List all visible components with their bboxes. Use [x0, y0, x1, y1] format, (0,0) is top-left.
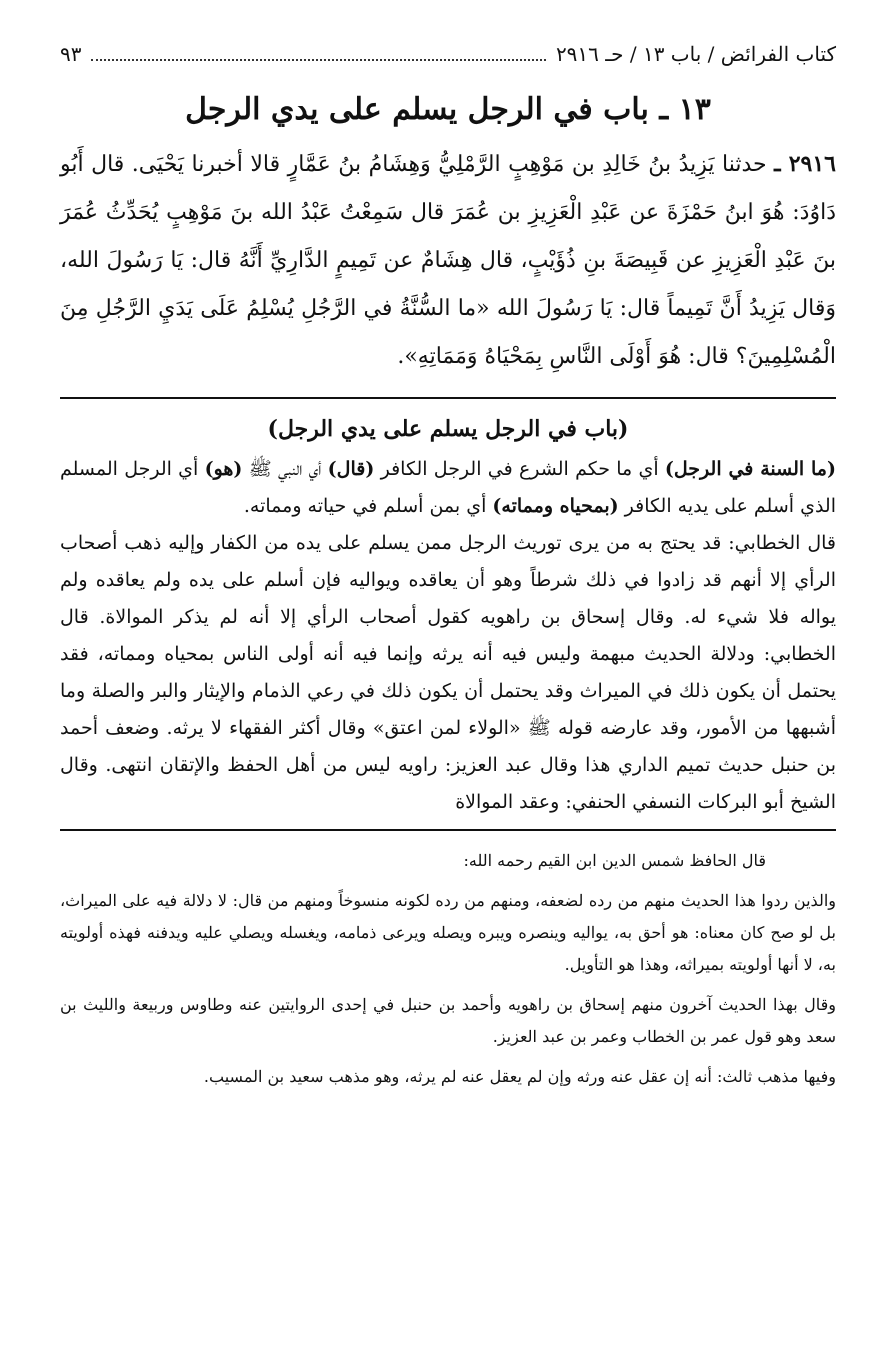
- commentary-text: أي النبي ﷺ: [242, 458, 328, 480]
- commentary-term: (بمحياه ومماته): [492, 495, 619, 517]
- chapter-title: ١٣ ـ باب في الرجل يسلم على يدي الرجل: [185, 92, 711, 127]
- commentary-intro: [60, 451, 836, 525]
- hadith-number: ٢٩١٦ ـ: [774, 151, 836, 177]
- running-header: [60, 40, 836, 72]
- commentary-text: أي ما حكم الشرع في الرجل الكافر: [374, 458, 665, 480]
- commentary-title: (باب في الرجل يسلم على يدي الرجل): [267, 416, 629, 442]
- leader-dots: [91, 59, 545, 61]
- commentary-term: (قال): [327, 458, 375, 480]
- footnote: [60, 845, 836, 1093]
- footnote-paragraph: وفيها مذهب ثالث: أنه إن عقل عنه ورثه وإن لم يعقل عنه لم يرثه، وهو مذهب سعيد بن المسيب.: [203, 1067, 836, 1086]
- commentary-body: قال الخطابي: قد يحتج به من يرى توريث الرجل ممن يسلم على يده من الكفار وإليه ذهب أصحاب الرأي إلا أنهم قد زادوا في ذلك شرطاً وهو أن يعاقده ويواليه فإن أسلم على يده ولم يعاقده ولم يواله فلا شيء له. وقال إسحاق بن راهويه كقول أصحاب الرأي إلا أنه لم يذكر الموالاة. قال الخطابي: ودلالة الحديث مبهمة وليس فيه أنه يرثه وإنما فيه أنه أولى الناس بمحياه ومماته، فقد يحتمل أن يكون ذلك في الميراث وقد يحتمل أن يكون ذلك في رعي الذمام والإيثار والبر والصلة وما أشبهها من الأمور، وقد عارضه قوله ﷺ «الولاء لمن اعتق» وقال أكثر الفقهاء لا يرثه. وضعف أحمد بن حنبل حديث تميم الداري هذا وقال عبد العزيز: راويه ليس من أهل الحفظ والإتقان انتهى. وقال الشيخ أبو البركات النسفي الحنفي: وعقد الموالاة: [60, 532, 836, 813]
- hadith-body: حدثنا يَزِيدُ بنُ خَالِدِ بن مَوْهِبٍ الرَّمْلِيُّ وَهِشَامُ بنُ عَمَّارٍ قالا أخبرنا يَحْيَى. قال أَبُو دَاوُدَ: هُوَ ابنُ حَمْزَةَ عن عَبْدِ الْعَزِيزِ بن عُمَرَ قال سَمِعْتُ عَبْدُ الله بنَ مَوْهِبٍ يُحَدِّثُ عُمَرَ بنَ عَبْدِ الْعَزِيزِ عن قَبِيصَةَ بنِ ذُؤَيْبٍ، قال هِشَامٌ عن تَمِيمٍ الدَّارِيِّ أَنَّهُ قال: يَا رَسُولَ الله، وَقال يَزِيدُ أَنَّ تَمِيماً قال: يَا رَسُولَ الله «ما السُّنَّةُ في الرَّجُلِ يُسْلِمُ عَلَى يَدَيِ الرَّجُلِ مِنَ الْمُسْلِمِينَ؟ قال: هُوَ أَوْلَى النَّاسِ بِمَحْيَاهُ وَمَمَاتِهِ».: [60, 152, 836, 369]
- section-divider: [60, 397, 836, 399]
- commentary-term: (ما السنة في الرجل): [664, 458, 836, 480]
- footnote-divider: [60, 829, 836, 831]
- commentary-text: أي بمن أسلم في حياته ومماته.: [243, 495, 493, 517]
- commentary: [60, 451, 836, 821]
- page-number: ٩٣: [60, 42, 82, 66]
- running-header-title: كتاب الفرائض / باب ١٣ / حـ ٢٩١٦: [555, 42, 836, 66]
- commentary-text: أي الرجل المسلم الذي أسلم على يديه الكافر: [60, 458, 836, 517]
- commentary-term: (هو): [204, 458, 243, 480]
- footnote-lead: قال الحافظ شمس الدين ابن القيم رحمه الله:: [463, 851, 766, 870]
- footnote-paragraph: وقال بهذا الحديث آخرون منهم إسحاق بن راهويه وأحمد بن حنبل في إحدى الروايتين عنه وطاوس وربيعة والليث بن سعد وهو قول عمر بن الخطاب وعمر بن عبد العزيز.: [60, 995, 837, 1046]
- book-page: [60, 40, 836, 1101]
- footnote-paragraph: والذين ردوا هذا الحديث منهم من رده لضعفه، ومنهم من رده لكونه منسوخاً ومنهم من قال: لا دلالة فيه على الميراث، بل لو صح كان معناه: هو أحق به، يواليه وينصره ويبره ويصله ويرعى ذمامه، ويغسله ويصلي عليه ويدفنه فهذه أولويته به، لا أنها أولويته بميراثه، وهذا هو التأويل.: [60, 891, 836, 974]
- hadith-text: [60, 140, 836, 381]
